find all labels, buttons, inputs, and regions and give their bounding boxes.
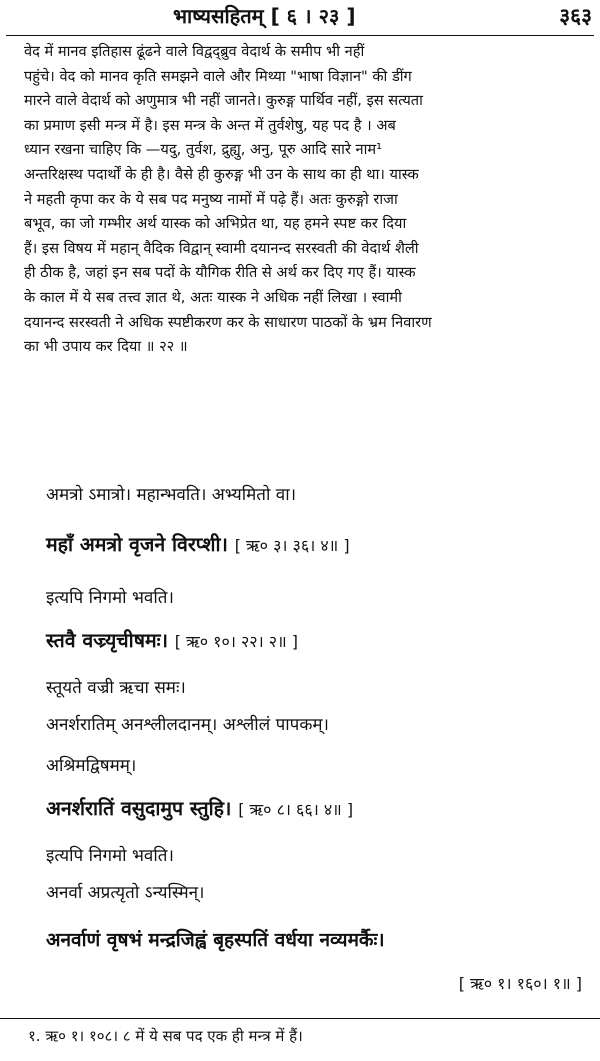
commentary-line: के काल में ये सब तत्त्व ज्ञात थे, अतः यास्क ने अधिक नहीं लिखा । स्वामी — [24, 288, 402, 306]
derivation-line: स्तूयते वज्री ऋचा समः। — [46, 678, 186, 698]
mantra-reference: [ ऋ० १। १६०। १॥ ] — [458, 974, 582, 993]
mantra-reference: [ ऋ० ३। ३६। ४॥ ] — [234, 536, 350, 555]
derivation-line: इत्यपि निगमो भवति। — [46, 588, 174, 608]
commentary-line: हैं। इस विषय में महान् वैदिक विद्वान् स्वामी दयानन्द सरस्वती की वेदार्थ शैली — [24, 239, 419, 257]
derivation-line: इत्यपि निगमो भवति। — [46, 846, 174, 866]
commentary-line: बभूव, का जो गम्भीर अर्थ यास्क को अभिप्रेत था, यह हमने स्पष्ट कर दिया — [24, 215, 407, 233]
mantra-line — [46, 794, 353, 821]
commentary-line: ही ठीक है, जहां इन सब पदों के यौगिक रीति से अर्थ कर दिए गए हैं। यास्क — [24, 264, 416, 282]
footnote: १. ऋ० १। १०८। ८ में ये सब पद एक ही मन्त्र में हैं। — [28, 1027, 303, 1045]
commentary-line: ध्यान रखना चाहिए कि —यदु, तुर्वश, द्रुह्यु, अनु, पूरु आदि सारे नाम¹ — [24, 141, 383, 159]
commentary-line: वेद में मानव इतिहास ढूंढने वाले विद्वद्ब्रुव वेदार्थ के समीप भी नहीं — [24, 43, 365, 60]
mantra-text: अनर्शरातिं वसुदामुप स्तुहि। — [46, 797, 239, 820]
verse-section — [0, 482, 600, 1002]
commentary-line: ने महती कृपा कर के ये सब पद मनुष्य नामों में पढ़े हैं। अतः कुरुङ्गो राजा — [24, 190, 398, 208]
mantra-line — [46, 530, 350, 557]
commentary-line: पहुंचे। वेद को मानव कृति समझने वाले और मिथ्या "भाषा विज्ञान" की डींग — [24, 67, 412, 85]
footnote-rule — [0, 1018, 600, 1019]
commentary-line: दयानन्द सरस्वती ने अधिक स्पष्टीकरण कर के साधारण पाठकों के भ्रम निवारण — [24, 313, 432, 331]
derivation-line: अनर्वा अप्रत्यृतो ऽन्यस्मिन्। — [46, 883, 205, 903]
page-header — [0, 2, 600, 38]
header-rule — [6, 35, 594, 36]
derivation-line: अनर्शरातिम् अनश्लीलदानम्। अश्लीलं पापकम्। — [46, 715, 329, 735]
mantra-line — [46, 626, 298, 653]
commentary-line: का प्रमाण इसी मन्त्र में है। इस मन्त्र के अन्त में तुर्वशेषु, यह पद है । अब — [24, 116, 396, 134]
derivation-line: अमत्रो ऽमात्रो। महान्भवति। अभ्यमितो वा। — [46, 485, 297, 505]
mantra-reference: [ ऋ० १०। २२। २॥ ] — [174, 632, 298, 651]
mantra-line: अनर्वाणं वृषभं मन्द्रजिह्वं बृहस्पतिं वर्धया नव्यमर्कैः। — [46, 929, 385, 951]
mantra-text: स्तवै वज्र्यृचीषमः। — [46, 629, 175, 652]
mantra-text: महाँ अमत्रो वृजने विरप्शी। — [46, 533, 235, 556]
commentary-paragraph — [24, 40, 584, 360]
page-number: ३६३ — [559, 4, 592, 28]
derivation-line: अश्रिमद्विषमम्। — [46, 756, 137, 776]
commentary-line: का भी उपाय कर दिया ॥ २२ ॥ — [24, 338, 188, 356]
commentary-line: मारने वाले वेदार्थ को अणुमात्र भी नहीं जानते। कुरुङ्ग पार्थिव नहीं, इस सत्यता — [24, 92, 423, 110]
commentary-line: अन्तरिक्षस्थ पदार्थों के ही है। वैसे ही कुरुङ्ग भी उन के साथ का ही था। यास्क — [24, 165, 419, 183]
mantra-reference: [ ऋ० ८। ६६। ४॥ ] — [238, 800, 354, 819]
running-title: भाष्यसहितम् [ ६ । २३ ] — [173, 4, 356, 28]
